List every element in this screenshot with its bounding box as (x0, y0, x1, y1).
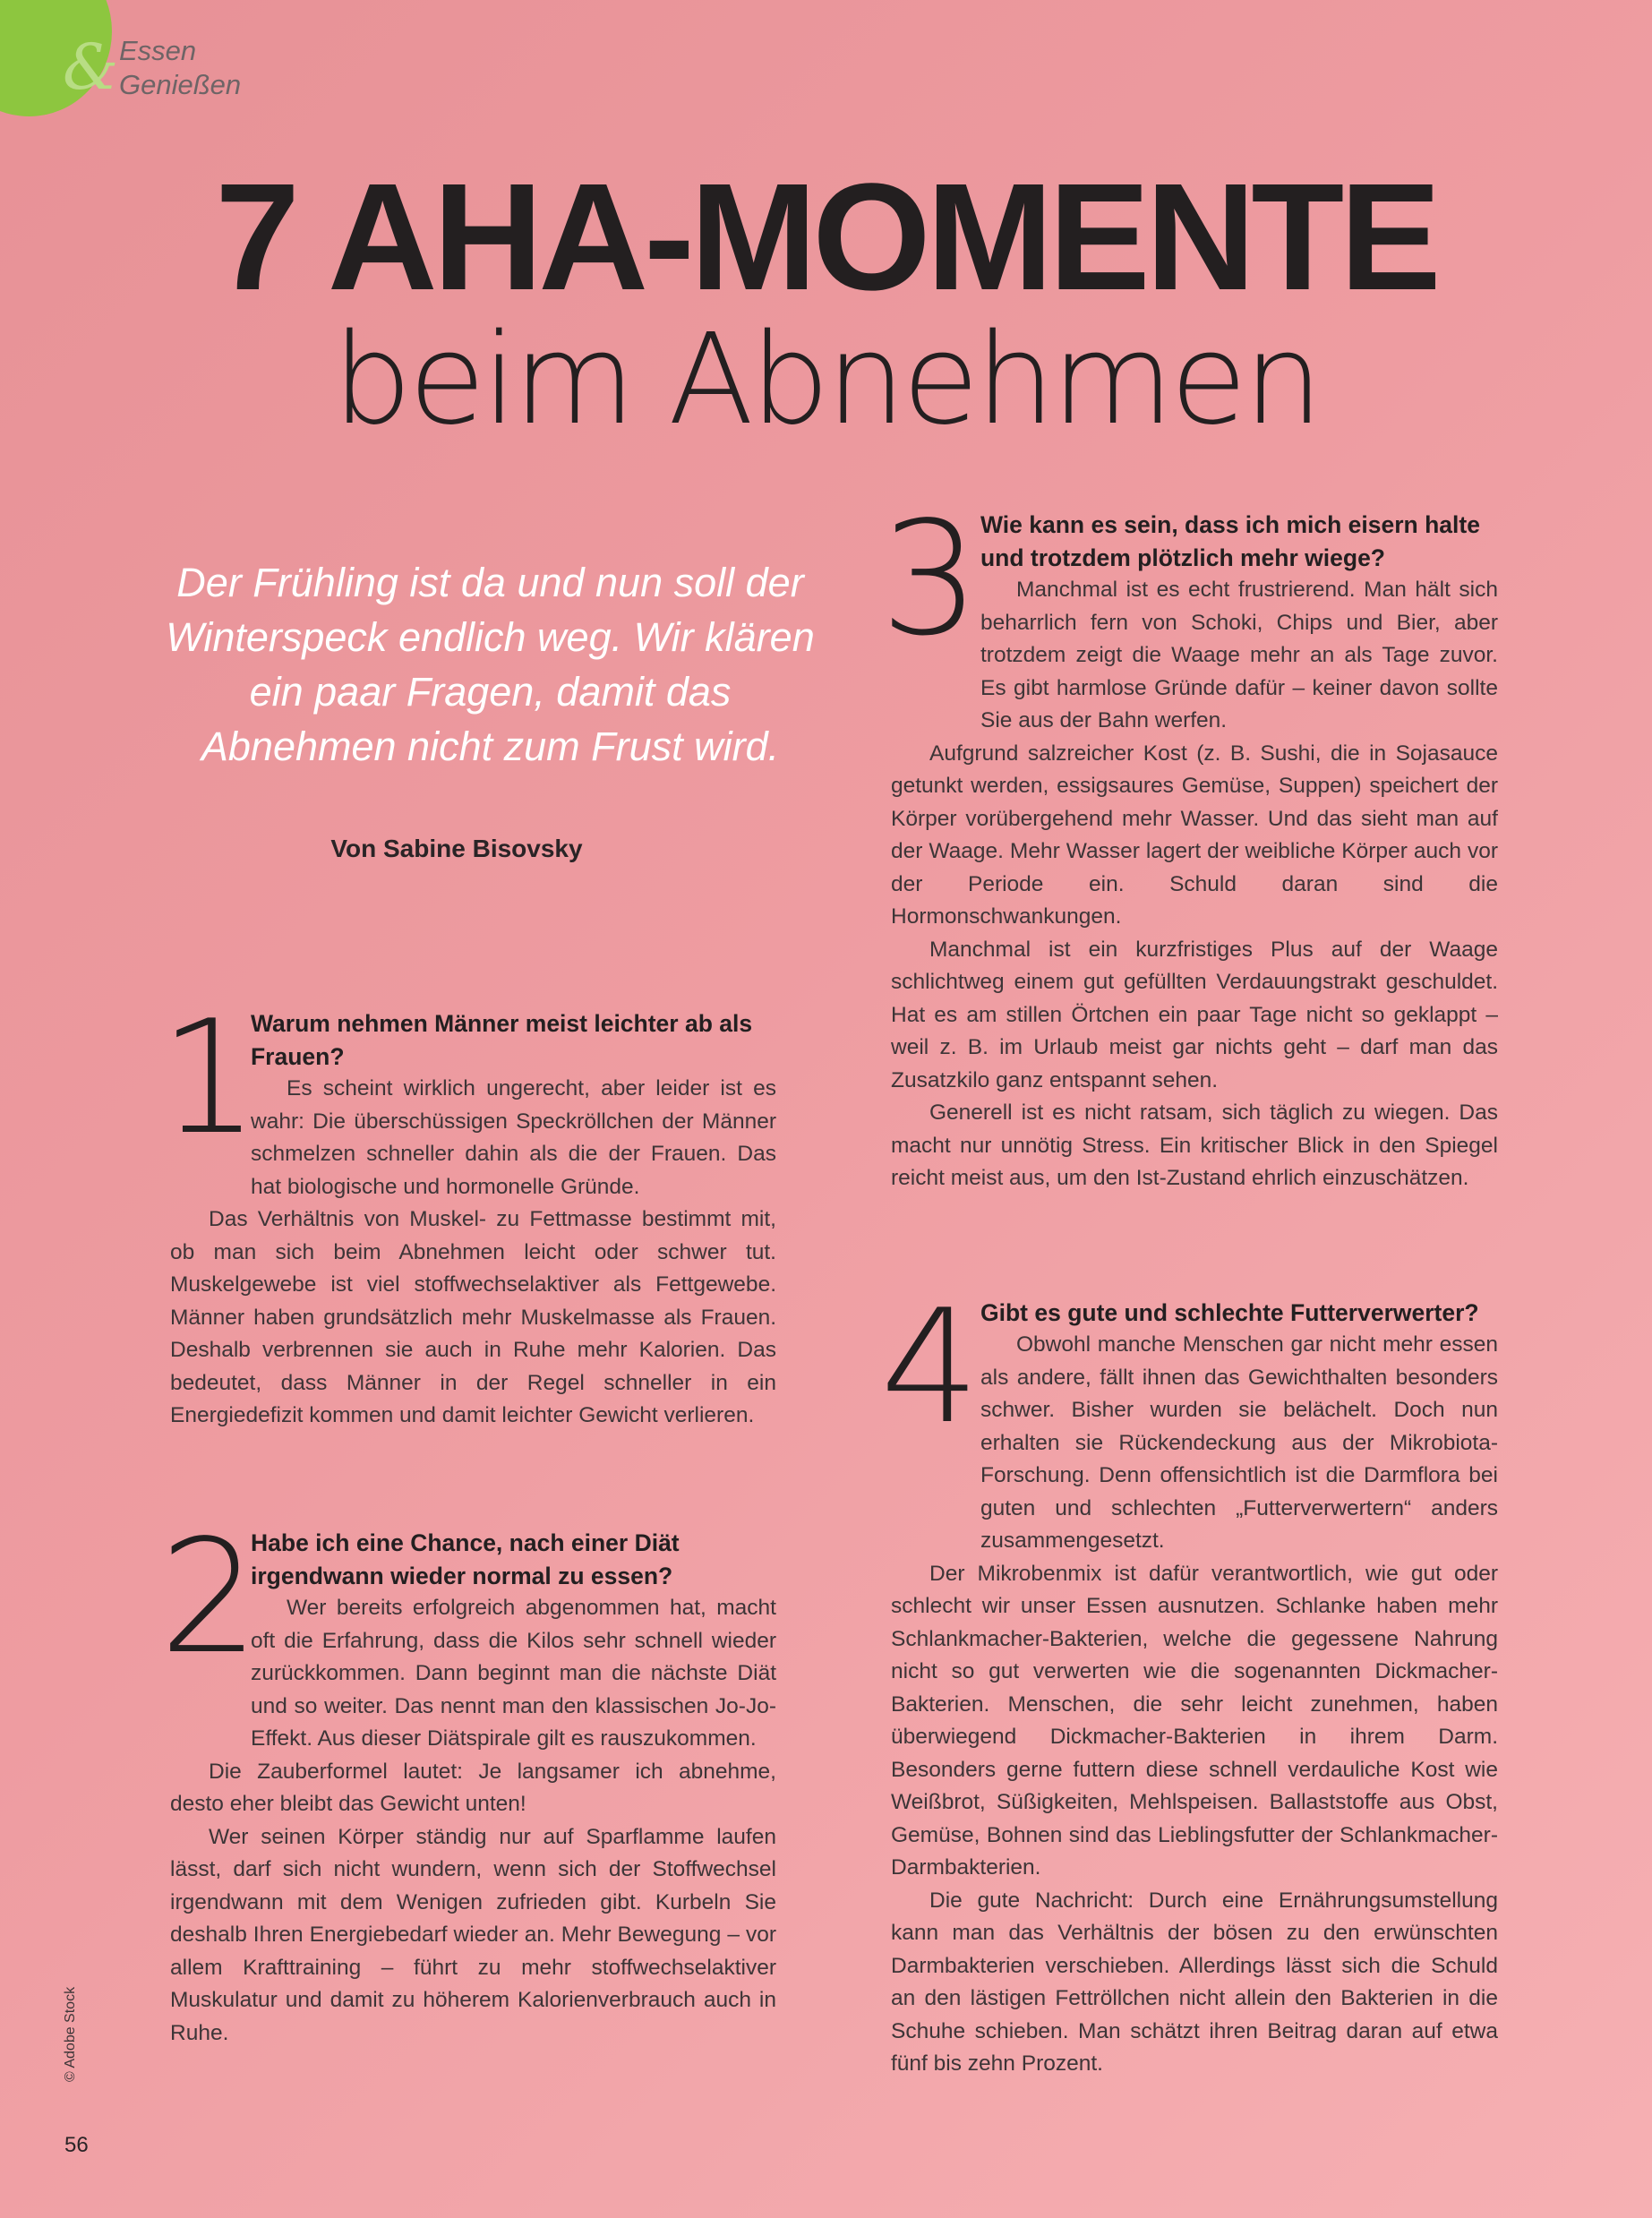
section-body (891, 574, 1498, 1195)
subheadline: beim Abnehmen (332, 307, 1320, 453)
section-number: 3 (880, 489, 980, 671)
section-body (170, 1073, 776, 1433)
paragraph: Manchmal ist ein kurzfristiges Plus auf der Waage schlichtweg einem gut gefüllten Verdauungstrakt geschuldet. Hat es am stillen Örtchen ein paar Tage nicht so geklappt – weil z. B. im Urlaub meist gar nichts geht – darf man das Zusatzkilo ganz entspannt sehen. (891, 937, 1498, 1092)
section-number: 2 (159, 1507, 260, 1689)
paragraph: Das Verhältnis von Muskel- zu Fettmasse bestimmt mit, ob man sich beim Abnehmen leicht oder schwer tut. Muskelgewebe ist viel stoffwechselaktiver als Fettgewebe. Männer haben grundsätzlich mehr Muskelmasse als Frauen. Deshalb verbrennen sie auch in Ruhe mehr Kalorien. Das bedeutet, dass Männer in der Regel schneller in ein Energiedefizit kommen und damit leichter Gewicht verlieren. (170, 1207, 776, 1427)
section-body (891, 1329, 1498, 2081)
headline: 7 AHA-MOMENTE (215, 152, 1437, 322)
author-byline: Von Sabine Bisovsky (330, 835, 583, 862)
section-body (170, 1592, 776, 2050)
section-question: Warum nehmen Männer meist leichter ab als Frauen? (251, 1010, 753, 1070)
section-number: 1 (159, 988, 260, 1169)
paragraph: Die Zauberformel lautet: Je langsamer ich abnehme, desto eher bleibt das Gewicht unten! (170, 1759, 776, 1816)
paragraph: Es scheint wirklich ungerecht, aber leider ist es wahr: Die überschüssigen Speckröllchen der Männer schmelzen schneller dahin als die der Frauen. Das hat biologische und hormonelle Gründe. (251, 1076, 776, 1199)
rubric-line-2: Genießen (119, 69, 242, 100)
paragraph: Die gute Nachricht: Durch eine Ernährungsumstellung kann man das Verhältnis der bösen zu den erwünschten Darmbakterien verschieben. Allerdings lässt sich die Schuld an den lästigen Fettröllchen nicht allein den Bakterien in die Schuhe schieben. Man schätzt ihren Beitrag daran auf etwa fünf bis zehn Prozent. (891, 1888, 1498, 2076)
paragraph: Aufgrund salzreicher Kost (z. B. Sushi, die in Sojasauce getunkt werden, essigsaures Gemüse, Suppen) speichert der Körper vorübergehend mehr Wasser. Und das sieht man auf der Waage. Mehr Wasser lagert der weibliche Körper auch vor der Periode ein. Schuld daran sind die Hormonschwankungen. (891, 741, 1498, 929)
paragraph: Obwohl manche Menschen gar nicht mehr essen als andere, fällt ihnen das Gewichthalten besonders schwer. Bisher wurden sie belächelt. Doch nun erhalten sie Rückendeckung aus der Mikrobiota-Forschung. Denn offensichtlich ist die Darmflora bei guten und schlechten „Futterverwertern“ anders zusammengesetzt. (980, 1332, 1498, 1553)
section-question: Gibt es gute und schlechte Futterverwerter? (980, 1299, 1479, 1326)
ampersand-logo: & (63, 30, 119, 104)
rubric-line-1: Essen (119, 35, 197, 66)
paragraph: Wer bereits erfolgreich abgenommen hat, macht oft die Erfahrung, dass die Kilos sehr schnell wieder zurückkommen. Dann beginnt man die nächste Diät und so weiter. Das nennt man den klassischen Jo-Jo-Effekt. Aus dieser Diätspirale gilt es rauszukommen. (251, 1596, 776, 1751)
paragraph: Manchmal ist es echt frustrierend. Man hält sich beharrlich fern von Schoki, Chips und Bier, aber trotzdem zeigt die Waage mehr an als Tage zuvor. Es gibt harmlose Gründe dafür – keiner davon sollte Sie aus der Bahn werfen. (980, 578, 1498, 732)
paragraph: Wer seinen Körper ständig nur auf Sparflamme laufen lässt, darf sich nicht wundern, wenn sich der Stoffwechsel irgendwann mit dem Wenigen zufrieden gibt. Kurbeln Sie deshalb Ihren Energiebedarf wieder an. Mehr Bewegung – vor allem Krafttraining – führt zu mehr stoffwechselaktiver Muskulatur und damit zu höherem Kalorienverbrauch auch in Ruhe. (170, 1824, 776, 2045)
paragraph: Generell ist es nicht ratsam, sich täglich zu wiegen. Das macht nur unnötig Stress. Ein kritischer Blick in den Spiegel reicht meist aus, um den Ist-Zustand ehrlich einzuschätzen. (891, 1100, 1498, 1190)
section-number: 4 (880, 1277, 980, 1459)
section-question: Habe ich eine Chance, nach einer Diät irgendwann wieder normal zu essen? (251, 1529, 680, 1589)
rubric-label (119, 34, 241, 102)
lead-text: Der Frühling ist da und nun soll der Winterspeck endlich weg. Wir klären ein paar Fragen, damit das Abnehmen nicht zum Frust wird. (166, 560, 815, 769)
photo-credit: © Adobe Stock (63, 1986, 78, 2082)
section-question: Wie kann es sein, dass ich mich eisern halte und trotzdem plötzlich mehr wiege? (980, 511, 1480, 571)
paragraph: Der Mikrobenmix ist dafür verantwortlich, wie gut oder schlecht wir unser Essen ausnutzen. Schlanke haben mehr Schlankmacher-Bakterien, welche die gegessene Nahrung nicht so gut verwerten wie die sogenannten Dickmacher-Bakterien. Menschen, die sehr leicht zunehmen, haben überwiegend Dickmacher-Bakterien in ihrem Darm. Besonders gerne futtern diese schnell verdauliche Kost wie Weißbrot, Süßigkeiten, Mehlspeisen. Ballaststoffe aus Obst, Gemüse, Bohnen sind das Lieblingsfutter der Schlankmacher-Darmbakterien. (891, 1561, 1498, 1880)
page-number: 56 (64, 2133, 89, 2157)
